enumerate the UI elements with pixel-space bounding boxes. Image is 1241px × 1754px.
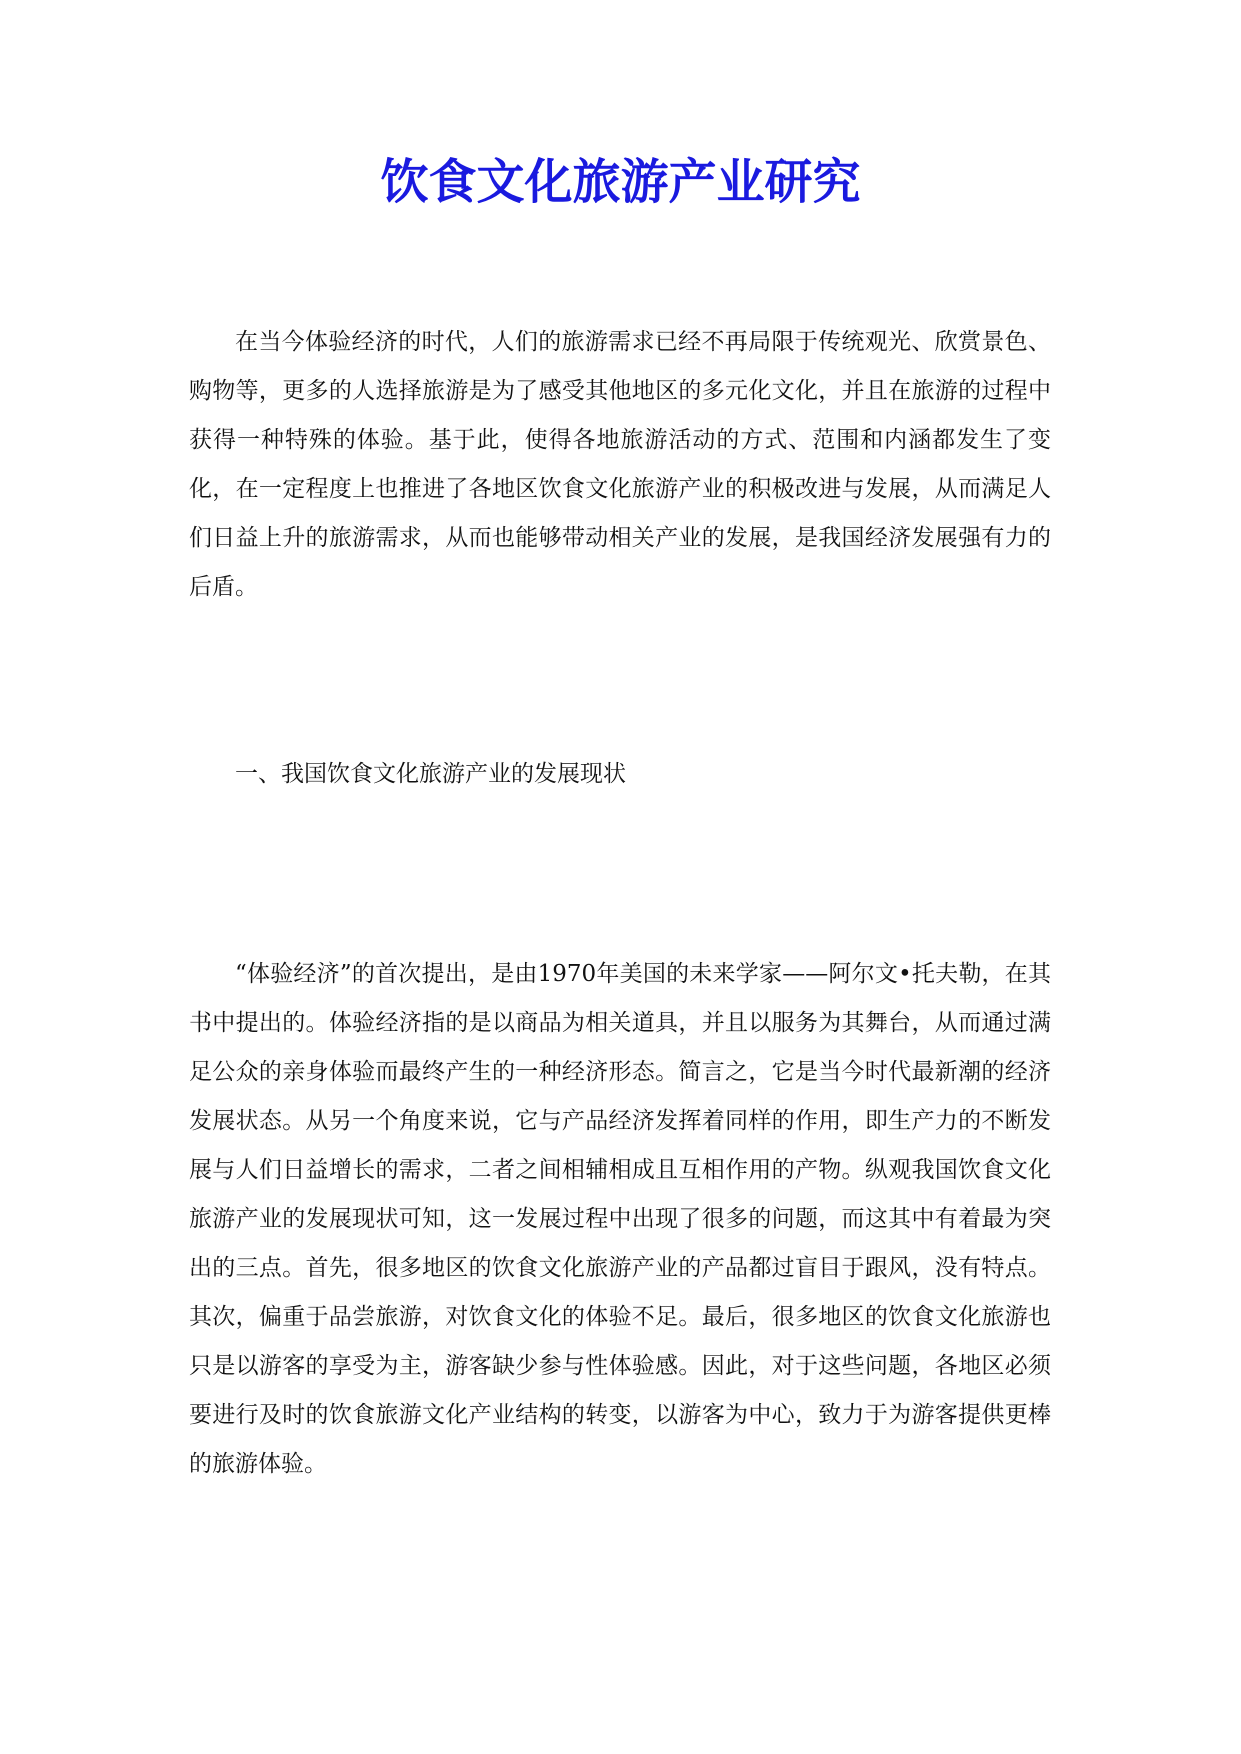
body-paragraph: “体验经济”的首次提出，是由1970年美国的未来学家——阿尔文•托夫勒，在其书中提出的。体验经济指的是以商品为相关道具，并且以服务为其舞台，从而通过满足公众的亲身体验而最终产生的一种经济形态。简言之，它是当今时代最新潮的经济发展状态。从另一个角度来说，它与产品经济发挥着同样的作用，即生产力的不断发展与人们日益增长的需求，二者之间相辅相成且互相作用的产物。纵观我国饮食文化旅游产业的发展现状可知，这一发展过程中出现了很多的问题，而这其中有着最为突出的三点。首先，很多地区的饮食文化旅游产业的产品都过盲目于跟风，没有特点。其次，偏重于品尝旅游，对饮食文化的体验不足。最后，很多地区的饮食文化旅游也只是以游客的享受为主，游客缺少参与性体验感。因此，对于这些问题，各地区必须要进行及时的饮食旅游文化产业结构的转变，以游客为中心，致力于为游客提供更棒的旅游体验。 — [189, 961, 1051, 1477]
section-heading: 一、我国饮食文化旅游产业的发展现状 — [235, 761, 626, 787]
intro-paragraph: 在当今体验经济的时代，人们的旅游需求已经不再局限于传统观光、欣赏景色、购物等，更多的人选择旅游是为了感受其他地区的多元化文化，并且在旅游的过程中获得一种特殊的体验。基于此，使得各地旅游活动的方式、范围和内涵都发生了变化，在一定程度上也推进了各地区饮食文化旅游产业的积极改进与发展，从而满足人们日益上升的旅游需求，从而也能够带动相关产业的发展，是我国经济发展强有力的后盾。 — [189, 329, 1051, 600]
document-title: 饮食文化旅游产业研究 — [380, 154, 861, 210]
